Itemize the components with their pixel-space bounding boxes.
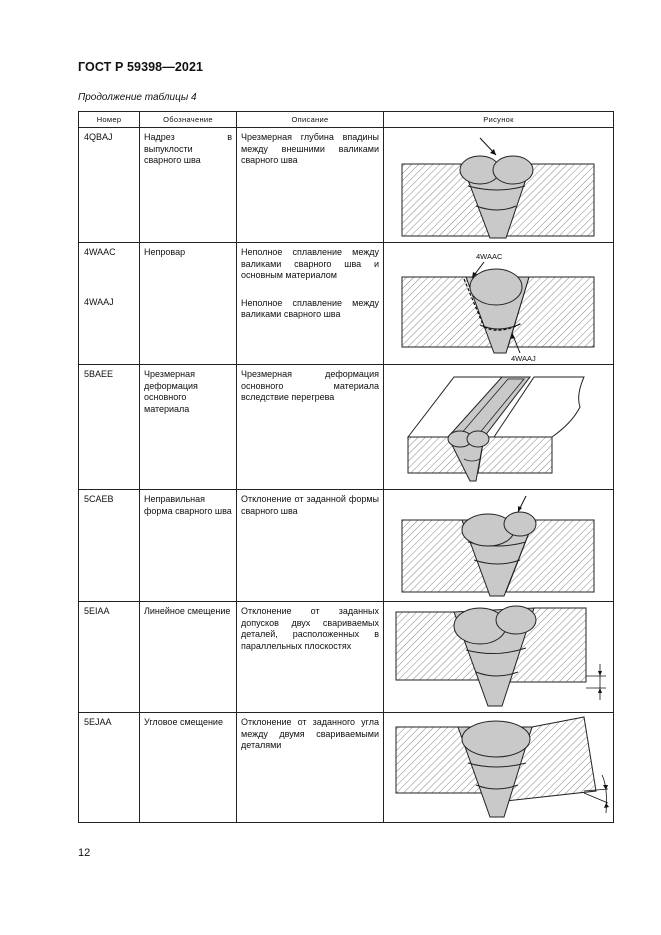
- row-figure: [384, 602, 614, 713]
- row-description: Отклонение от заданных допусков двух свариваемых деталей, расположенных в параллельных плоскостях: [237, 602, 384, 713]
- row-number: 5EJAA: [79, 713, 140, 823]
- row-description: Неполное сплавление между валиками сварного шва и основным материалом Неполное сплавление между валиками сварного шва: [237, 243, 384, 365]
- column-header-figure: Рисунок: [384, 112, 614, 128]
- row-description: Отклонение от заданной формы сварного шва: [237, 490, 384, 602]
- row-figure: [384, 128, 614, 243]
- row-designation: Надрез в выпуклости сварного шва: [140, 128, 237, 243]
- figure-label-4waac: 4WAAC: [476, 252, 503, 261]
- row-designation: Чрезмерная деформация основного материала: [140, 365, 237, 490]
- table-row: [79, 602, 614, 713]
- column-header-description: Описание: [237, 112, 384, 128]
- table-row: [79, 713, 614, 823]
- weld-figure-4qbaj: [384, 128, 613, 242]
- row-figure: [384, 243, 614, 365]
- row-number: 4QBAJ: [79, 128, 140, 243]
- weld-figure-5baee: [384, 365, 613, 489]
- column-header-designation: Обозначение: [140, 112, 237, 128]
- row-number: 5BAEE: [79, 365, 140, 490]
- weld-figure-5caeb: [384, 490, 613, 601]
- weld-figure-5ejaa: [384, 713, 613, 822]
- row-designation: Непровар: [140, 243, 237, 365]
- figure-label-4waaj: 4WAAJ: [511, 354, 536, 363]
- defects-table: [78, 111, 614, 823]
- row-figure: [384, 713, 614, 823]
- table-header-row: [79, 112, 614, 128]
- row-designation: Линейное смещение: [140, 602, 237, 713]
- row-description: Отклонение от заданного угла между двумя свариваемыми деталями: [237, 713, 384, 823]
- row-figure: [384, 365, 614, 490]
- page-number: 12: [78, 847, 91, 859]
- row-number: 4WAAC 4WAAJ: [79, 243, 140, 365]
- row-number: 5CAEB: [79, 490, 140, 602]
- row-description: Чрезмерная глубина впадины между внешними валиками сварного шва: [237, 128, 384, 243]
- table-row: [79, 128, 614, 243]
- row-designation: Неправильная форма сварного шва: [140, 490, 237, 602]
- column-header-number: Номер: [79, 112, 140, 128]
- row-description: Чрезмерная деформация основного материала вследствие перегрева: [237, 365, 384, 490]
- weld-figure-5eiaa: [384, 602, 613, 712]
- table-caption: Продолжение таблицы 4: [78, 92, 197, 103]
- row-figure: [384, 490, 614, 602]
- table-row: [79, 490, 614, 602]
- document-title: ГОСТ Р 59398—2021: [78, 60, 204, 74]
- table-row: [79, 243, 614, 365]
- table-row: [79, 365, 614, 490]
- row-designation: Угловое смещение: [140, 713, 237, 823]
- weld-figure-4waac: [384, 243, 613, 364]
- row-number: 5EIAA: [79, 602, 140, 713]
